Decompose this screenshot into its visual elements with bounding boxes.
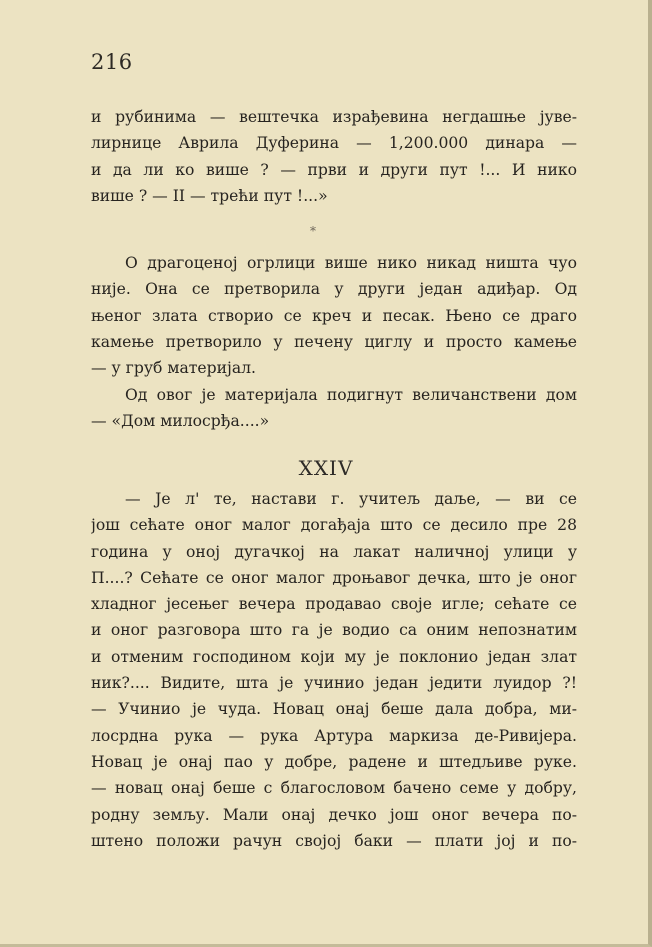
text-line: њеног злата створио се креч и песак. Њено се драго [91, 306, 577, 325]
text-line: хладног јесењег вечера продавао своје игле; сећате се [91, 595, 577, 614]
text-line: више ? — II — трећи пут !...» [91, 186, 328, 205]
text-line: и да ли ко више ? — први и други пут !... И нико [91, 160, 577, 179]
chapter-heading: XXIV [298, 456, 354, 480]
text-line: ник?.... Видите, шта је учинио један једити луидор ?! [91, 674, 577, 693]
text-line: лосрдна рука — рука Артура маркиза де-Ривијера. [91, 726, 577, 745]
text-line: и отменим господином који му је поклонио један злат [91, 647, 577, 666]
text-line: камење претворило у печену циглу и просто камење [91, 332, 577, 351]
text-line: — Је л' те, настави г. учитељ даље, — ви се [125, 490, 577, 508]
text-line: лирнице Аврила Дуферина — 1,200.000 динара — [91, 134, 577, 153]
text-line: Од овог је материјала подигнут величанствени дом [125, 386, 577, 404]
text-line: штено положи рачун својој баки — плати јој и по- [91, 831, 577, 850]
paragraph-2 [91, 250, 577, 381]
text-line: и рубинима — вештечка израђевина негдашње јуве- [91, 108, 577, 126]
paragraph-4 [91, 486, 577, 854]
text-line: — «Дом милосрђа....» [91, 412, 270, 431]
text-line: Новац је онај пао у добре, радене и штедљиве руке. [91, 752, 577, 771]
paragraph-3 [91, 382, 577, 435]
text-line: — новац онај беше с благословом бачено семе у добру, [91, 779, 577, 798]
section-separator: * [310, 224, 316, 238]
text-line: и оног разговора што га је водио са оним непознатим [91, 621, 577, 640]
text-line: још сећате оног малог догађаја што се десило пре 28 [91, 516, 577, 535]
text-line: О драгоценој огрлици више нико никад ништа чуо [125, 254, 577, 272]
text-line: година у оној дугачкој на лакат наличној улици у [91, 542, 577, 561]
text-line: родну земљу. Мали онај дечко још оног вечера по- [91, 805, 577, 824]
text-line: — у груб материјал. [91, 359, 257, 378]
paragraph-1 [91, 104, 577, 209]
page-number: 216 [91, 50, 133, 74]
text-line: — Учинио је чуда. Новац онај беше дала добра, ми- [91, 700, 577, 719]
text-line: П....? Сећате се оног малог дроњавог дечка, што је оног [91, 568, 577, 587]
text-line: није. Она се претворила у други један адиђар. Од [91, 280, 577, 299]
